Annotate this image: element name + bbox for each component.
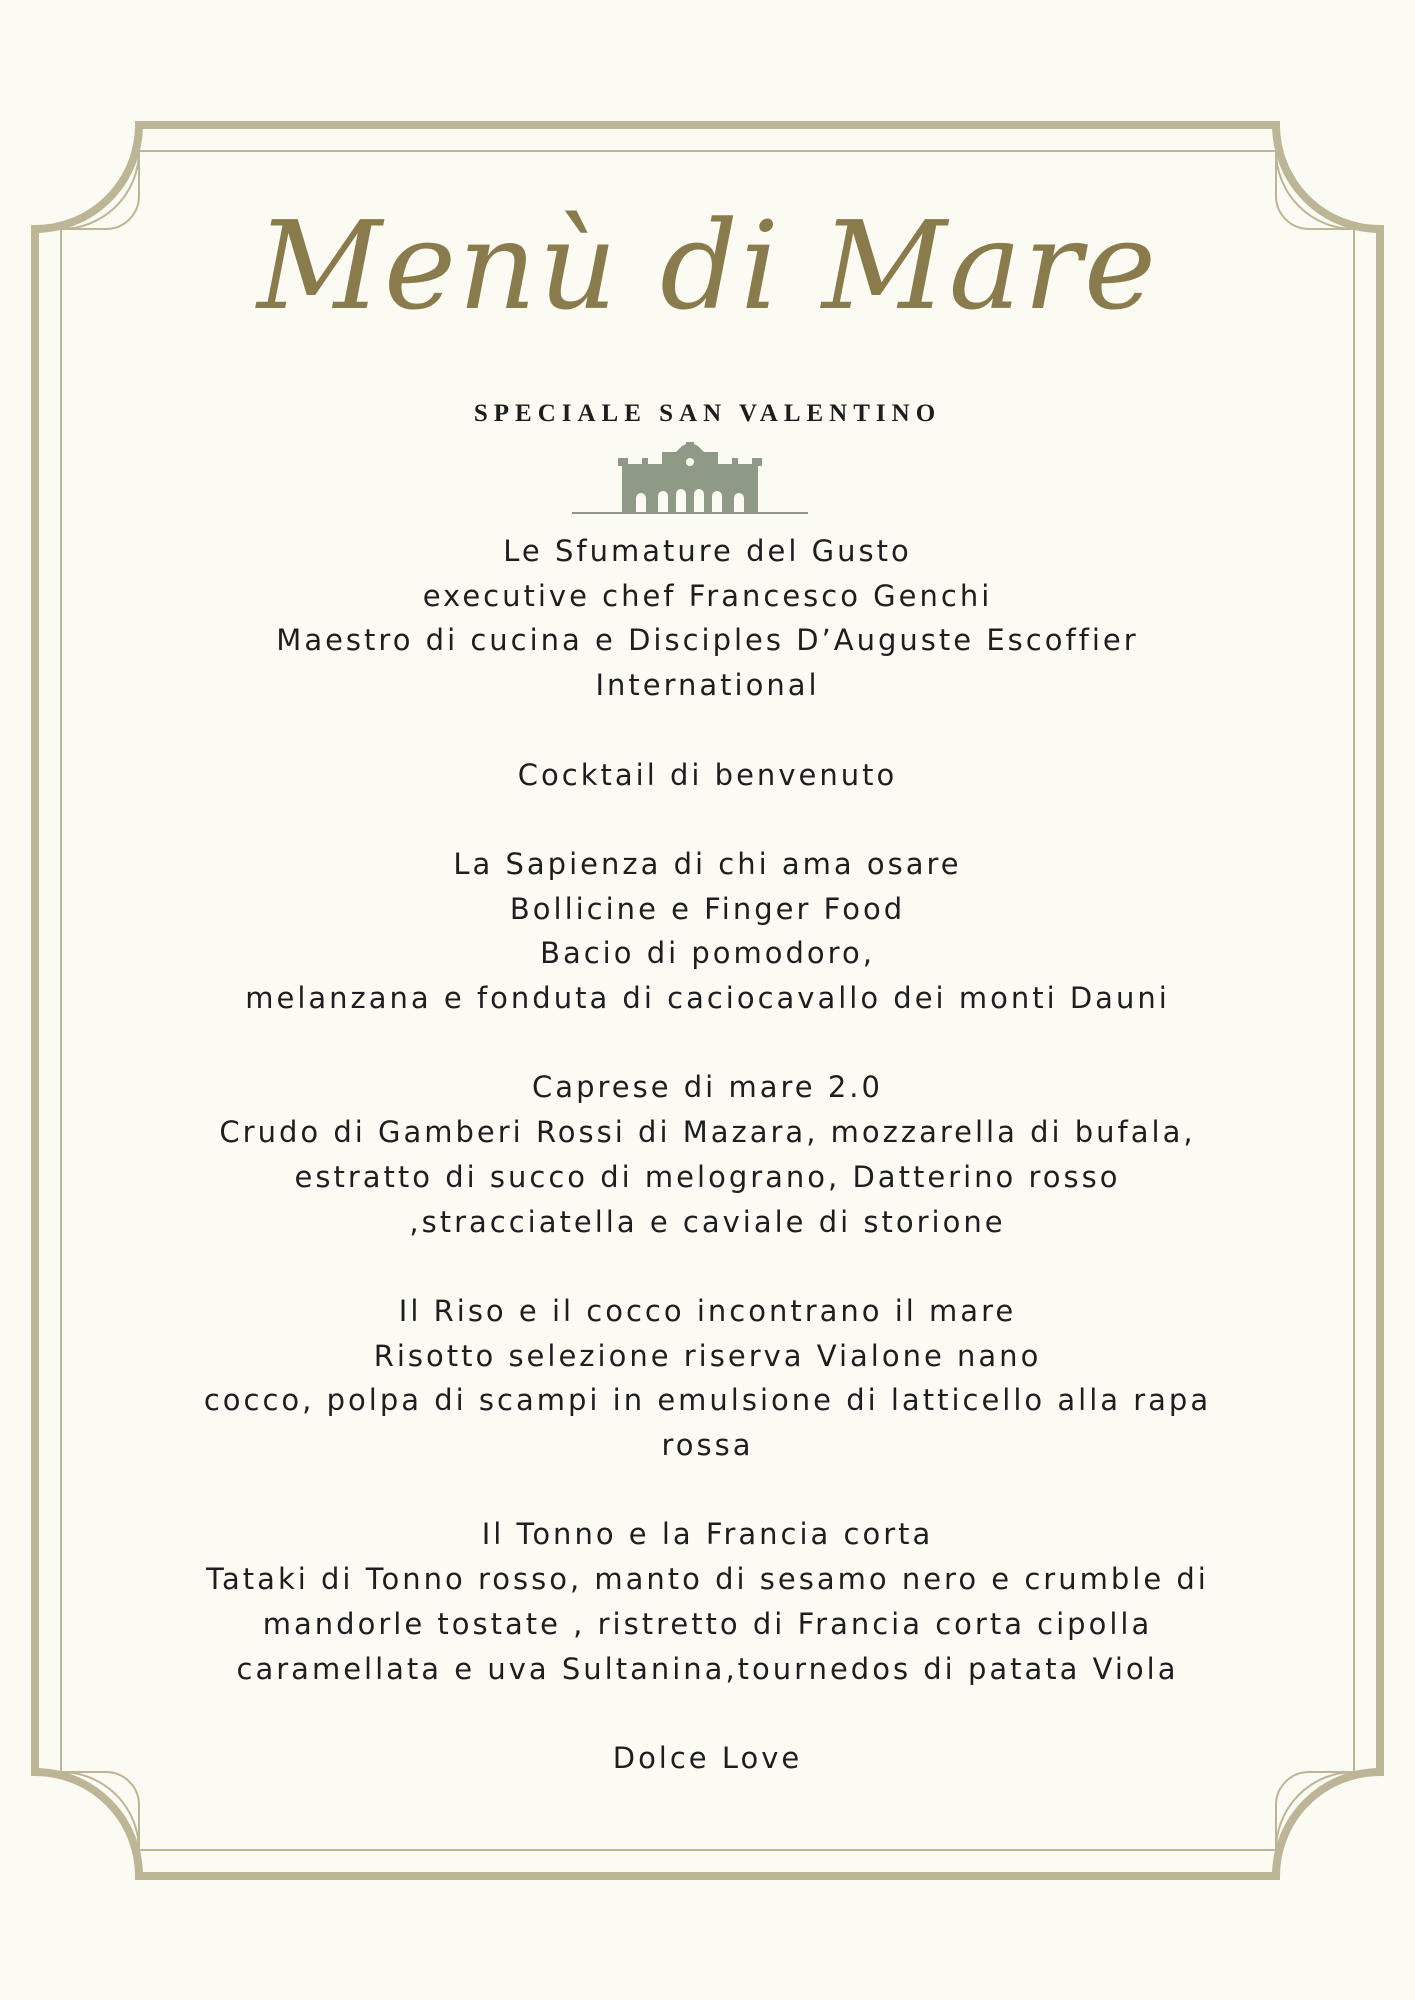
spacer xyxy=(0,1691,1415,1736)
course-dessert xyxy=(0,1736,1415,1781)
course-title: Il Riso e il cocco incontrano il mare xyxy=(398,1293,1017,1328)
course-description: rossa xyxy=(661,1428,754,1462)
course-description: Bollicine e Finger Food xyxy=(509,891,906,926)
course-description: estratto di succo di melograno, Datterino rosso xyxy=(294,1159,1121,1194)
restaurant-name: Le Sfumature del Gusto xyxy=(503,534,912,568)
course-title: Caprese di mare 2.0 xyxy=(532,1070,883,1105)
course-title: La Sapienza di chi ama osare xyxy=(453,846,962,881)
course-title: Cocktail di benvenuto xyxy=(517,757,898,792)
course-title: Il Tonno e la Francia corta xyxy=(481,1517,934,1552)
course-description: caramellata e uva Sultanina,tournedos di patata Viola xyxy=(236,1651,1179,1686)
menu-title: Menù di Mare xyxy=(256,195,1159,337)
course-description: Tataki di Tonno rosso, manto di sesamo nero e crumble di xyxy=(206,1562,1209,1597)
chef-title-cont: International xyxy=(595,668,820,703)
menu-body xyxy=(0,529,1415,1781)
spacer xyxy=(0,1021,1415,1066)
chef-name: executive chef Francesco Genchi xyxy=(422,578,993,613)
course-title: Dolce Love xyxy=(612,1740,803,1775)
course-description: cocco, polpa di scampi in emulsione di latticello alla rapa xyxy=(203,1383,1212,1418)
course-description: Bacio di pomodoro, xyxy=(540,936,875,971)
course-description: Risotto selezione riserva Vialone nano xyxy=(373,1338,1042,1373)
venue-building-logo-icon xyxy=(572,442,808,514)
spacer xyxy=(0,797,1415,842)
intro-block xyxy=(0,529,1415,708)
course-description: melanzana e fonduta di caciocavallo dei monti Dauni xyxy=(245,981,1170,1015)
course-tuna xyxy=(0,1512,1415,1691)
spacer xyxy=(0,1468,1415,1513)
course-finger-food xyxy=(0,842,1415,1021)
course-caprese xyxy=(0,1065,1415,1244)
course-welcome xyxy=(0,753,1415,798)
course-risotto xyxy=(0,1289,1415,1468)
spacer xyxy=(0,1244,1415,1289)
menu-subtitle: SPECIALE SAN VALENTINO xyxy=(473,400,942,427)
course-description: Crudo di Gamberi Rossi di Mazara, mozzarella di bufala, xyxy=(219,1115,1196,1150)
course-description: ,stracciatella e caviale di storione xyxy=(409,1204,1006,1239)
course-description: mandorle tostate , ristretto di Francia corta cipolla xyxy=(262,1606,1153,1641)
chef-title: Maestro di cucina e Disciples D’Auguste Escoffier xyxy=(276,623,1139,658)
spacer xyxy=(0,708,1415,753)
